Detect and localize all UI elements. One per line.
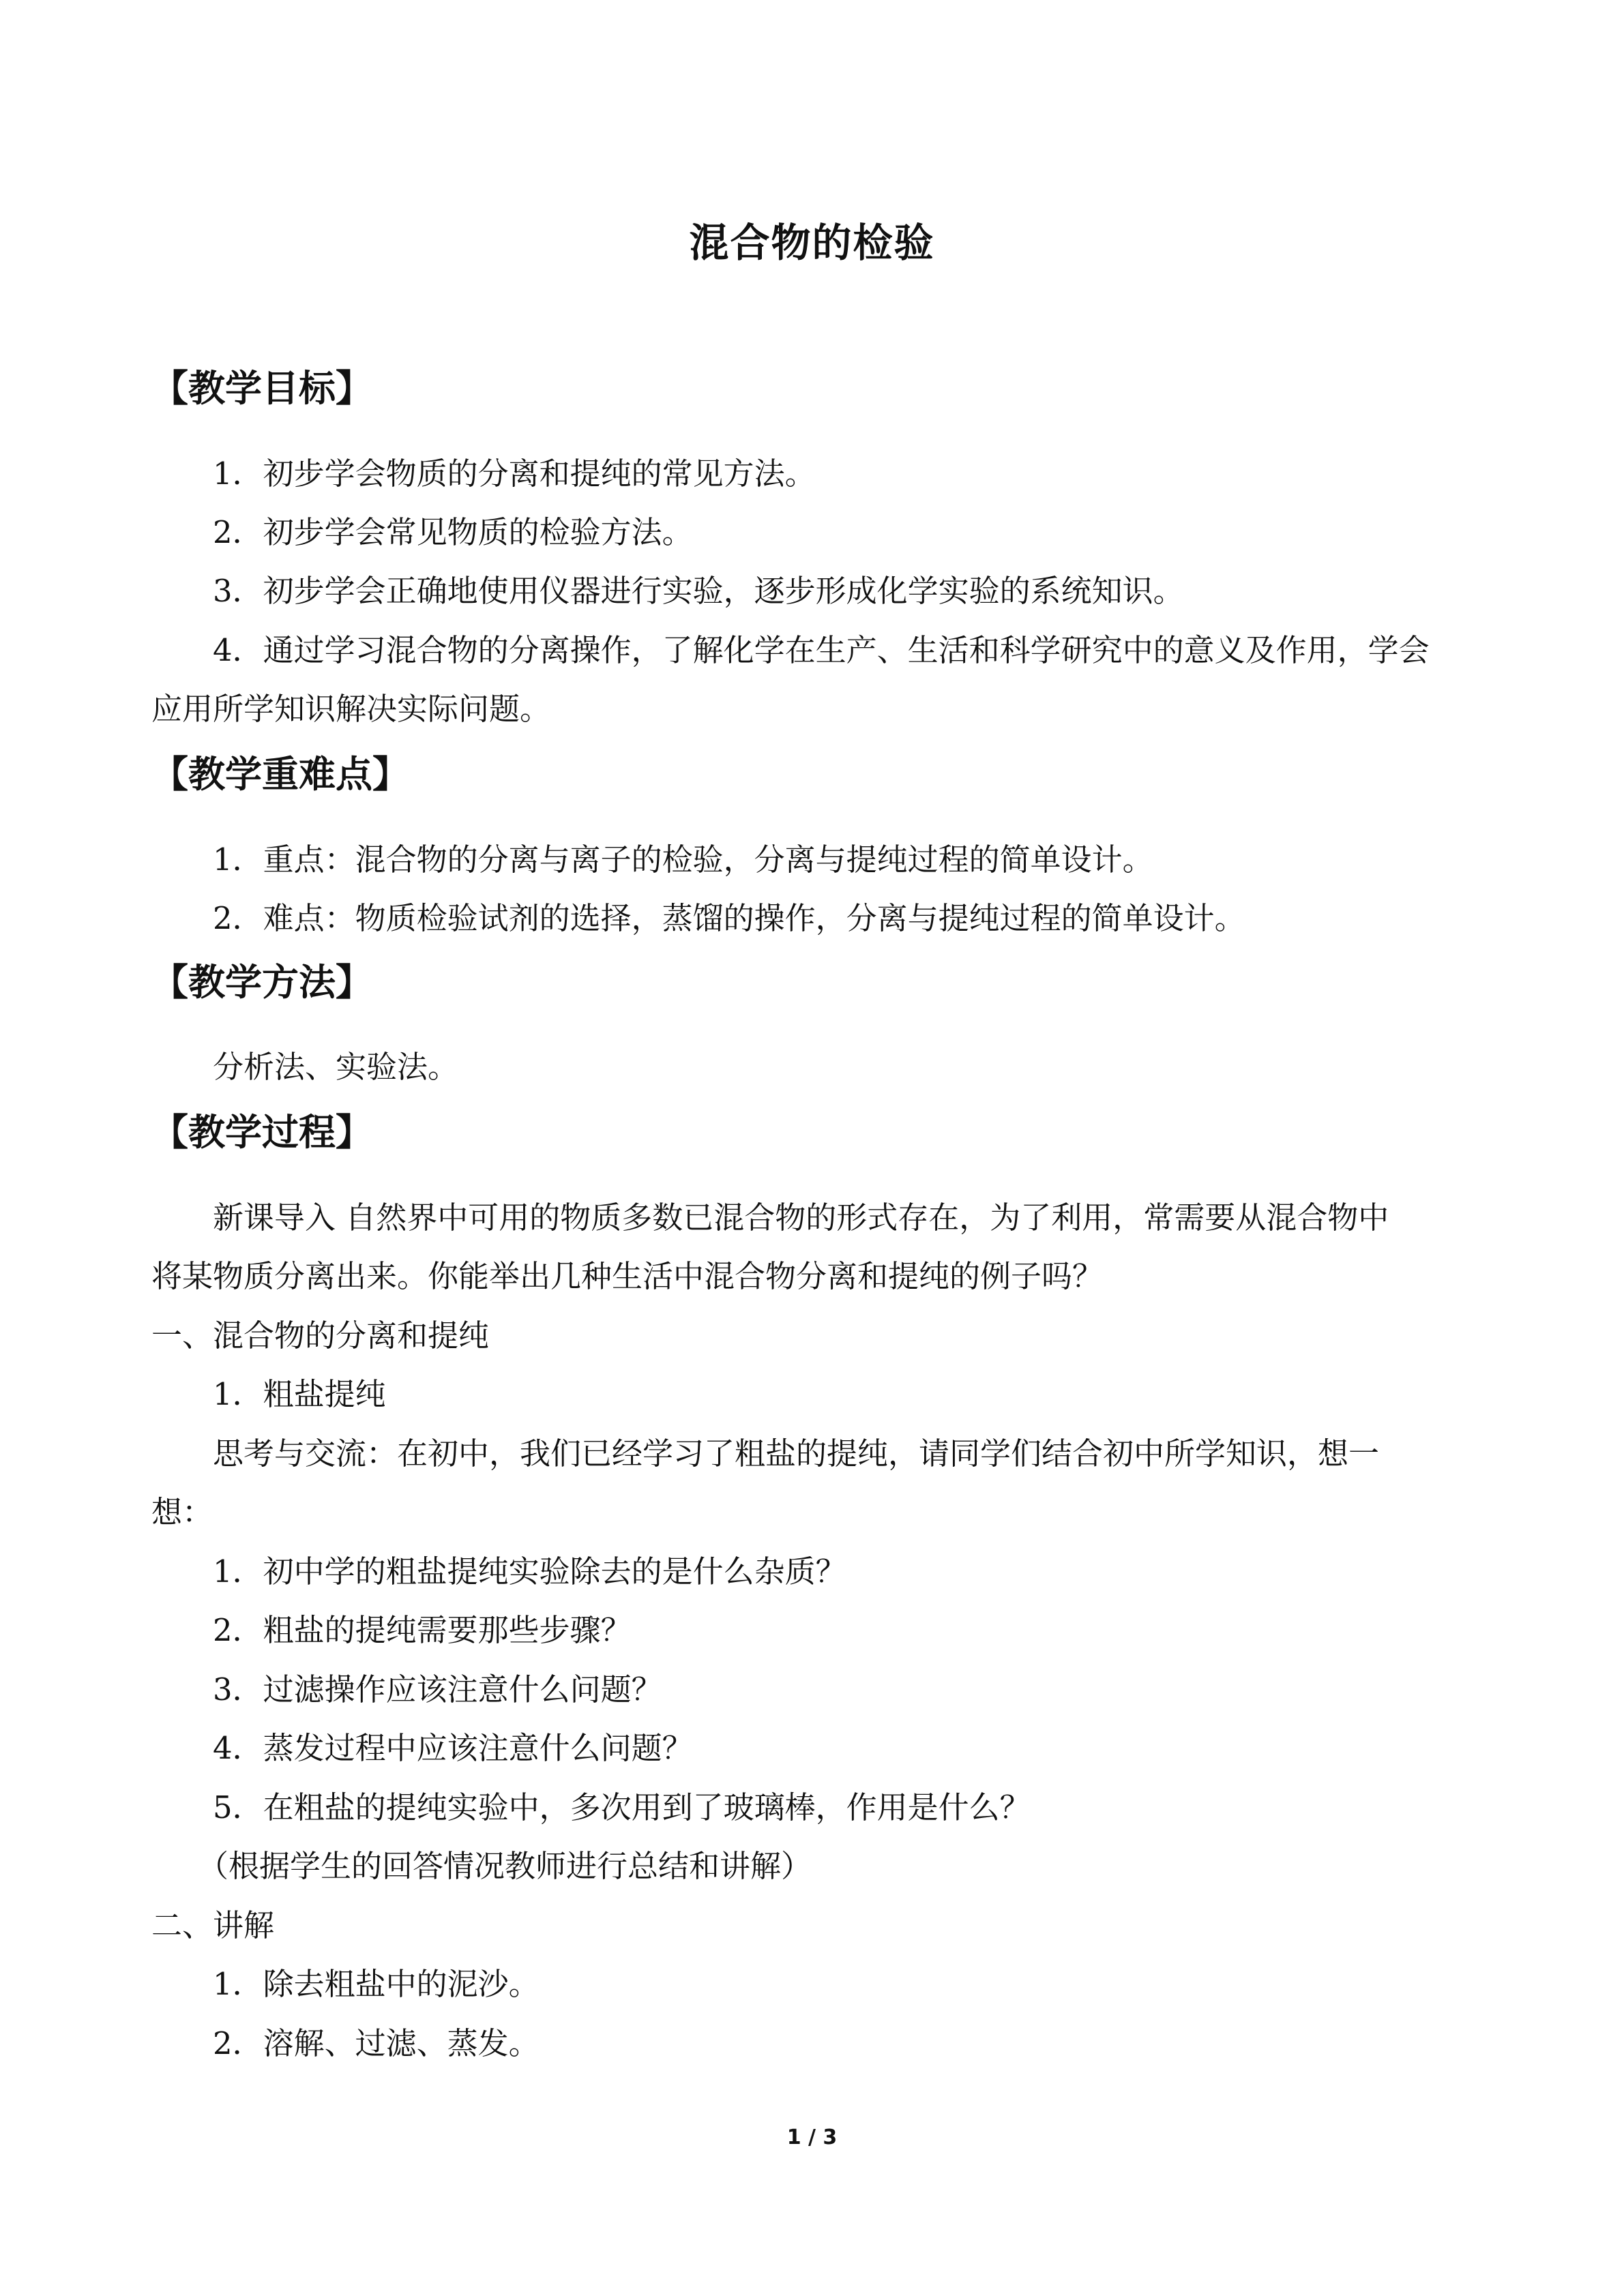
heading-key-points: 【教学重难点】 — [151, 753, 409, 796]
part1-subtitle: 1．粗盐提纯 — [213, 1376, 386, 1412]
teacher-note: （根据学生的回答情况教师进行总结和讲解） — [198, 1848, 812, 1884]
think-line-2: 想： — [151, 1494, 213, 1530]
part1-title: 一、混合物的分离和提纯 — [151, 1317, 490, 1354]
question-item-4: 4．蒸发过程中应该注意什么问题？ — [213, 1730, 693, 1766]
page-title: 混合物的检验 — [689, 220, 935, 266]
objective-item-4-cont: 应用所学知识解决实际问题。 — [151, 691, 551, 727]
methods-text: 分析法、实验法。 — [213, 1049, 459, 1085]
page-number: 1 / 3 — [786, 2126, 838, 2149]
answer-item-1: 1．除去粗盐中的泥沙。 — [213, 1966, 540, 2002]
answer-item-2: 2．溶解、过滤、蒸发。 — [213, 2025, 540, 2061]
part2-title: 二、讲解 — [151, 1907, 275, 1943]
think-line-1: 思考与交流：在初中，我们已经学习了粗盐的提纯，请同学们结合初中所学知识，想一 — [213, 1435, 1380, 1472]
process-intro-line-1: 新课导入 自然界中可用的物质多数已混合物的形式存在，为了利用，常需要从混合物中 — [213, 1199, 1389, 1236]
objective-item-2: 2．初步学会常见物质的检验方法。 — [213, 514, 693, 550]
objective-item-3: 3．初步学会正确地使用仪器进行实验，逐步形成化学实验的系统知识。 — [213, 573, 1184, 609]
key-point-item-1: 1．重点：混合物的分离与离子的检验，分离与提纯过程的简单设计。 — [213, 841, 1153, 878]
process-intro-line-2: 将某物质分离出来。你能举出几种生活中混合物分离和提纯的例子吗？ — [151, 1258, 1104, 1294]
question-item-3: 3．过滤操作应该注意什么问题？ — [213, 1671, 662, 1708]
question-item-5: 5．在粗盐的提纯实验中，多次用到了玻璃棒，作用是什么？ — [213, 1789, 1031, 1825]
heading-objectives: 【教学目标】 — [151, 367, 372, 410]
question-item-1: 1．初中学的粗盐提纯实验除去的是什么杂质？ — [213, 1553, 846, 1590]
objective-item-4: 4．通过学习混合物的分离操作，了解化学在生产、生活和科学研究中的意义及作用，学会 — [213, 632, 1430, 668]
objective-item-1: 1．初步学会物质的分离和提纯的常见方法。 — [213, 456, 816, 492]
heading-methods: 【教学方法】 — [151, 961, 372, 1004]
question-item-2: 2．粗盐的提纯需要那些步骤？ — [213, 1612, 632, 1648]
key-point-item-2: 2．难点：物质检验试剂的选择，蒸馏的操作，分离与提纯过程的简单设计。 — [213, 900, 1245, 936]
heading-process: 【教学过程】 — [151, 1111, 372, 1154]
